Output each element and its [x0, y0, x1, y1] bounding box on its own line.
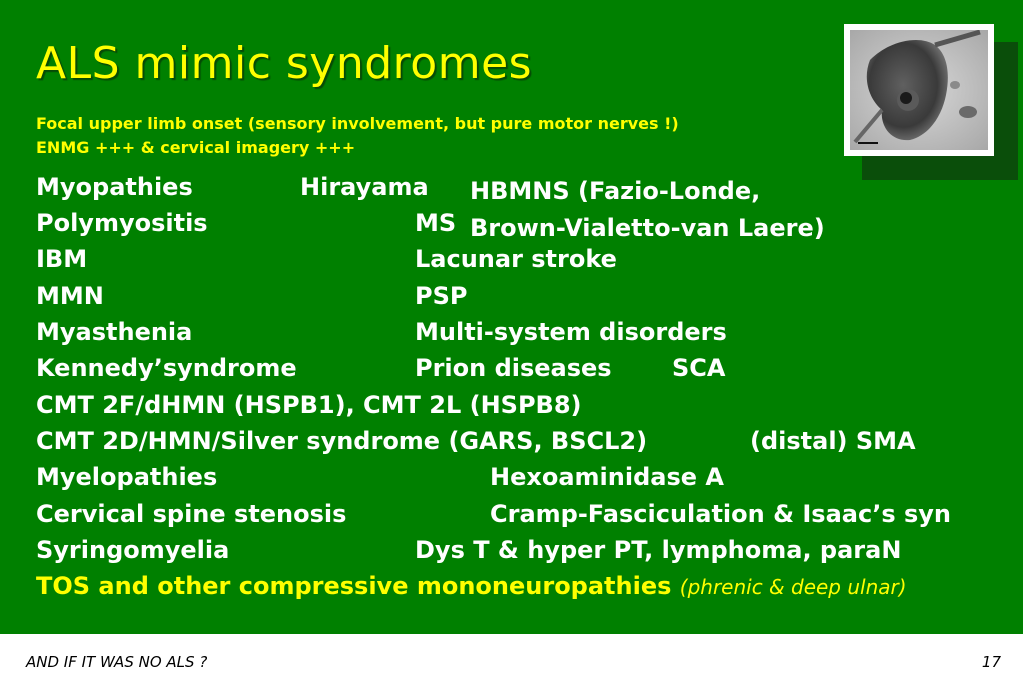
item-tos [36, 571, 907, 602]
item-polymyositis: Polymyositis [36, 209, 208, 237]
item-psp: PSP [415, 282, 468, 310]
item-hexoaminidase: Hexoaminidase A [490, 463, 724, 491]
item-cervical-stenosis: Cervical spine stenosis [36, 500, 347, 528]
item-myopathies: Myopathies [36, 173, 193, 201]
item-cmt-line2: CMT 2D/HMN/Silver syndrome (GARS, BSCL2) [36, 427, 648, 455]
item-dys-t: Dys T & hyper PT, lymphoma, paraN [415, 536, 902, 564]
item-myasthenia: Myasthenia [36, 318, 193, 346]
item-sca: SCA [672, 354, 726, 382]
item-lacunar-stroke: Lacunar stroke [415, 245, 617, 273]
item-hirayama: Hirayama [300, 173, 429, 201]
tos-note: (phrenic & deep ulnar) [679, 575, 907, 599]
footer-title: AND IF IT WAS NO ALS ? [26, 653, 208, 671]
item-syringomyelia: Syringomyelia [36, 536, 230, 564]
item-kennedy: Kennedy’syndrome [36, 354, 297, 382]
item-hbmns-line1: HBMNS (Fazio-Londe, [470, 177, 761, 205]
item-multi-system: Multi-system disorders [415, 318, 727, 346]
item-ibm: IBM [36, 245, 88, 273]
neuron-micrograph [844, 24, 994, 156]
item-hbmns-line2: Brown-Vialetto-van Laere) [470, 214, 825, 242]
subtitle-line-1: Focal upper limb onset (sensory involvement, but pure motor nerves !) [36, 114, 679, 133]
item-cmt-line1: CMT 2F/dHMN (HSPB1), CMT 2L (HSPB8) [36, 391, 582, 419]
item-ms: MS [415, 209, 457, 237]
tos-text: TOS and other compressive mononeuropathies [36, 572, 672, 600]
subtitle-line-2: ENMG +++ & cervical imagery +++ [36, 138, 356, 157]
item-myelopathies: Myelopathies [36, 463, 218, 491]
slide-title: ALS mimic syndromes [36, 38, 533, 89]
item-cramp-fasciculation: Cramp-Fasciculation & Isaac’s syn [490, 500, 951, 528]
item-mmn: MMN [36, 282, 104, 310]
footer [0, 634, 1023, 682]
page-number: 17 [981, 653, 1001, 671]
item-distal-sma: (distal) SMA [750, 427, 916, 455]
item-prion: Prion diseases [415, 354, 612, 382]
